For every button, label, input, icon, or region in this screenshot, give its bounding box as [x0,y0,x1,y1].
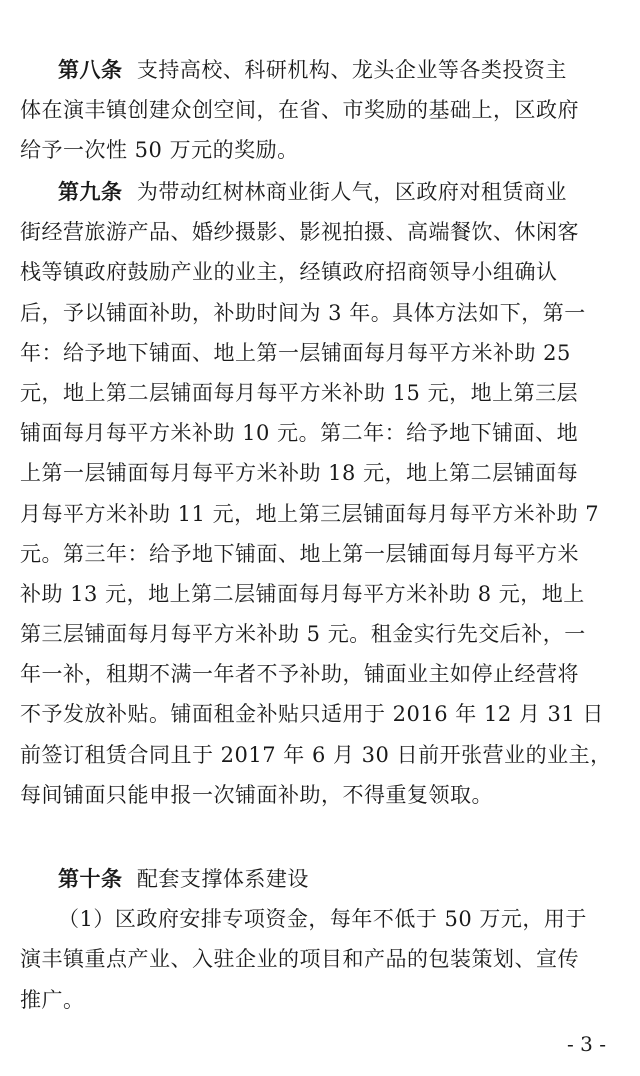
article-8-line-2: 体在演丰镇创建众创空间，在省、市奖励的基础上，区政府 [20,98,579,123]
article-9 [20,172,612,815]
article-10-line-4: 推广。 [20,987,85,1012]
article-9-heading: 第九条 [58,180,123,204]
article-9-line-14: 不予发放补贴。铺面租金补贴只适用于 2016 年 12 月 31 日 [20,702,604,727]
page-number: - 3 - [567,1032,606,1056]
article-8-heading: 第八条 [58,58,123,82]
article-8 [20,50,603,171]
article-9-line-4: 后，予以铺面补助，补助时间为 3 年。具体方法如下，第一 [20,300,586,325]
article-9-line-15: 前签订租赁合同且于 2017 年 6 月 30 日前开张营业的业主， [20,742,612,767]
article-8-line-3: 给予一次性 50 万元的奖励。 [20,138,299,163]
article-9-line-2: 街经营旅游产品、婚纱摄影、影视拍摄、高端餐饮、休闲客 [20,220,579,245]
article-9-line-16: 每间铺面只能申报一次铺面补助，不得重复领取。 [20,782,493,807]
article-9-line-6: 元，地上第二层铺面每月每平方米补助 15 元，地上第三层 [20,380,579,405]
article-10 [20,859,603,1020]
article-10-line-1 [58,859,603,899]
article-8-text: 支持高校、科研机构、龙头企业等各类投资主 [136,58,567,82]
article-10-line-2: （1）区政府安排专项资金，每年不低于 50 万元，用于 [58,907,587,932]
article-9-line-7: 铺面每月每平方米补助 10 元。第二年：给予地下铺面、地 [20,421,579,446]
article-9-line-5: 年：给予地下铺面、地上第一层铺面每月每平方米补助 25 [20,340,571,365]
article-9-line-9: 月每平方米补助 11 元，地上第三层铺面每月每平方米补助 7 [20,501,600,526]
article-9-line-1 [58,172,603,212]
article-9-text: 为带动红树林商业街人气，区政府对租赁商业 [136,180,567,204]
article-9-line-13: 年一补，租期不满一年者不予补助，铺面业主如停止经营将 [20,662,579,687]
article-9-line-3: 栈等镇政府鼓励产业的业主，经镇政府招商领导小组确认 [20,260,558,285]
article-9-line-8: 上第一层铺面每月每平方米补助 18 元，地上第二层铺面每 [20,461,579,486]
article-10-title: 配套支撑体系建设 [136,867,309,891]
article-9-line-10: 元。第三年：给予地下铺面、地上第一层铺面每月每平方米 [20,541,579,566]
article-10-heading: 第十条 [58,867,123,891]
article-9-line-11: 补助 13 元，地上第二层铺面每月每平方米补助 8 元，地上 [20,581,585,606]
article-9-line-12: 第三层铺面每月每平方米补助 5 元。租金实行先交后补，一 [20,622,586,647]
article-8-line-1 [58,50,603,90]
article-10-line-3: 演丰镇重点产业、入驻企业的项目和产品的包装策划、宣传 [20,947,579,972]
